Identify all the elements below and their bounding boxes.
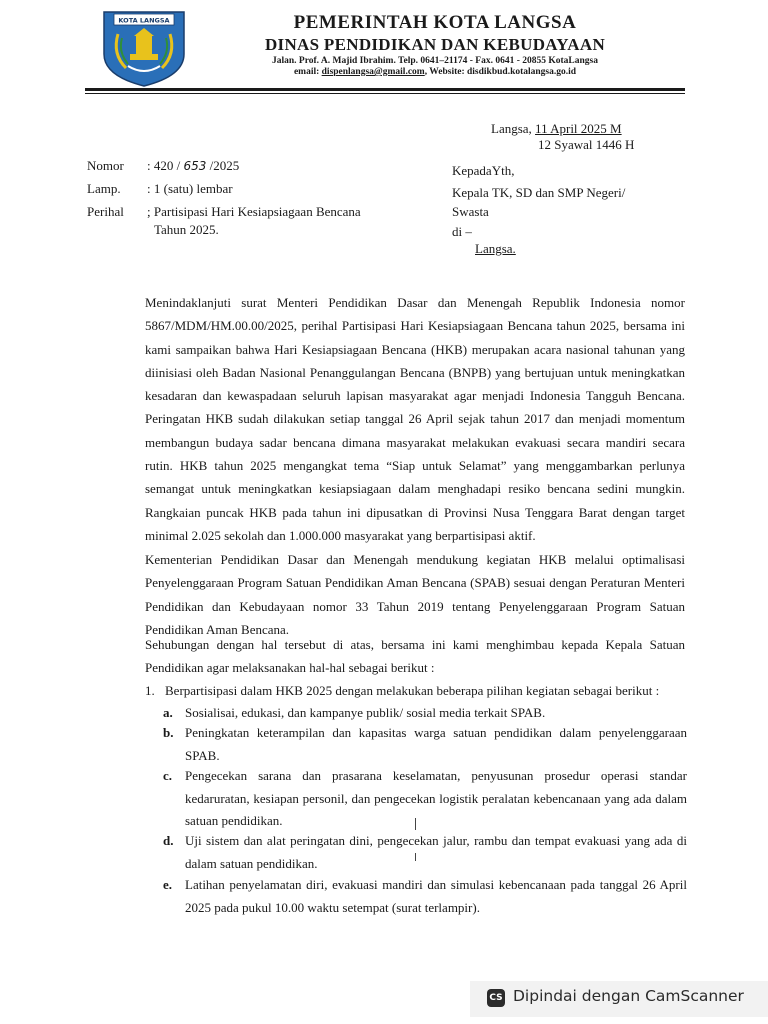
nomor-value (147, 158, 239, 174)
date-gregorian: 11 April 2025 M (535, 121, 622, 136)
sub-item-marker: a. (163, 705, 173, 720)
nomor-label: Nomor (87, 158, 124, 173)
sub-item-marker: d. (163, 833, 174, 848)
letterhead-government: PEMERINTAH KOTA LANGSA (293, 12, 577, 33)
pen-mark (415, 853, 416, 861)
nomor-prefix: : 420 / (147, 158, 184, 173)
nomor-suffix: /2025 (206, 158, 240, 173)
pen-mark (415, 818, 416, 830)
recipient-title-cont: Swasta (452, 204, 489, 219)
sub-item-text: Latihan penyelamatan diri, evakuasi mandiri dan simulasi kebencanaan pada tanggal 26 April 2025 pada pukul 10.00 waktu setempat (surat terlampir). (185, 877, 687, 915)
body-paragraph-2: Kementerian Pendidikan Dasar dan Menengah mendukung kegiatan HKB melalui optimalisasi Penyelenggaraan Program Satuan Pendidikan Aman Bencana (SPAB) sesuai dengan Peraturan Menteri Pendidikan dan Kebudayaan nomor 33 Tahun 2019 tentang Penyelenggaraan Program Satuan Pendidikan Aman Bencana. (145, 552, 685, 637)
sub-item-text: Sosialisai, edukasi, dan kampanye publik/ sosial media terkait SPAB. (185, 705, 546, 720)
recipient-title: Kepala TK, SD dan SMP Negeri/ (452, 185, 626, 200)
letterhead-rule-thin (85, 93, 685, 94)
perihal-line1: ; Partisipasi Hari Kesiapsiagaan Bencana (147, 204, 361, 219)
letterhead-address: Jalan. Prof. A. Majid Ibrahim. Telp. 0641–21174 - Fax. 0641 - 20855 KotaLangsa (271, 56, 598, 66)
recipient-city-text: Langsa. (475, 241, 516, 256)
nomor-handwritten: 653 (183, 159, 207, 173)
sub-item-marker: b. (163, 725, 174, 740)
recipient-greeting: KepadaYth, (452, 163, 515, 178)
sub-item-text: Peningkatan keterampilan dan kapasitas warga satuan pendidikan dalam penyelenggaraan SPAB. (185, 725, 687, 763)
sub-item-marker: c. (163, 768, 173, 783)
letterhead-agency: DINAS PENDIDIKAN DAN KEBUDAYAAN (264, 35, 606, 54)
kota-langsa-logo (100, 10, 188, 88)
body-paragraph-3: Sehubungan dengan hal tersebut di atas, bersama ini kami menghimbau kepada Kepala Satuan Pendidikan agar melaksanakan hal-hal sebagai berikut : (145, 637, 685, 676)
logo-banner-text: KOTA LANGSA (118, 16, 170, 25)
sub-item-marker: e. (163, 877, 173, 892)
perihal-line2: Tahun 2025. (154, 222, 219, 237)
camscanner-icon: CS (487, 989, 505, 1007)
email-prefix: email: (293, 67, 322, 77)
email-link[interactable]: dispenlangsa@gmail.com (321, 67, 425, 77)
date-city: Langsa, (491, 121, 536, 136)
list-item-1-marker: 1. (145, 683, 155, 698)
perihal-label: Perihal (87, 204, 124, 219)
letterhead-rule-thick (85, 88, 685, 91)
lamp-label: Lamp. (87, 181, 121, 196)
sub-item-text: Uji sistem dan alat peringatan dini, pengecekan jalur, rambu dan tempat evakuasi yang ada di dalam satuan pendidikan. (185, 833, 687, 871)
recipient-di: di – (452, 224, 472, 239)
recipient-city (475, 241, 516, 257)
date-hijri: 12 Syawal 1446 H (538, 137, 635, 152)
letter-date (491, 121, 622, 137)
sub-item-text: Pengecekan sarana dan prasarana keselamatan, penyusunan prosedur operasi standar kedaruratan, kesiapan personil, dan pengecekan logistik peralatan kebencanaan yang ada dalam satuan pendidikan. (185, 768, 687, 828)
body-paragraph-1: Menindaklanjuti surat Menteri Pendidikan Dasar dan Menengah Republik Indonesia nomor 5867/MDM/HM.00.00/2025, perihal Partisipasi Hari Kesiapsiagaan Bencana tahun 2025, bersama ini kami sampaikan bahwa Hari Kesiapsiagaan Bencana (HKB) merupakan acara nasional tahunan yang diinisiasi oleh Badan Nasional Penanggulangan Bencana (BNPB) yang bertujuan untuk meningkatkan kesadaran dan kewaspadaan seluruh lapisan masyarakat agar menjadi Indonesia Tangguh Bencana. Peringatan HKB sudah dilakukan setiap tanggal 26 April sejak tahun 2017 dan menjadi momentum membangun budaya sadar bencana dimana masyarakat melakukan evakuasi secara mandiri secara rutin. HKB tahun 2025 mengangkat tema “Siap untuk Selamat” yang menggambarkan perlunya semangat untuk meningkatkan kesiapsiagaan dalam menghadapi resiko bencana sedini mungkin. Rangkaian puncak HKB pada tahun ini dipusatkan di Provinsi Nusa Tenggara Barat dengan target minimal 2.025 sekolah dan 1.000.000 masyarakat yang berpartisipasi aktif. (145, 295, 685, 543)
list-item-1-text: Berpartisipasi dalam HKB 2025 dengan melakukan beberapa pilihan kegiatan sebagai berikut : (165, 683, 660, 698)
letterhead-contact (195, 67, 675, 77)
lamp-value: : 1 (satu) lembar (147, 181, 233, 196)
camscanner-text: Dipindai dengan CamScanner (513, 987, 744, 1005)
website-text: , Website: disdikbud.kotalangsa.go.id (424, 67, 577, 77)
